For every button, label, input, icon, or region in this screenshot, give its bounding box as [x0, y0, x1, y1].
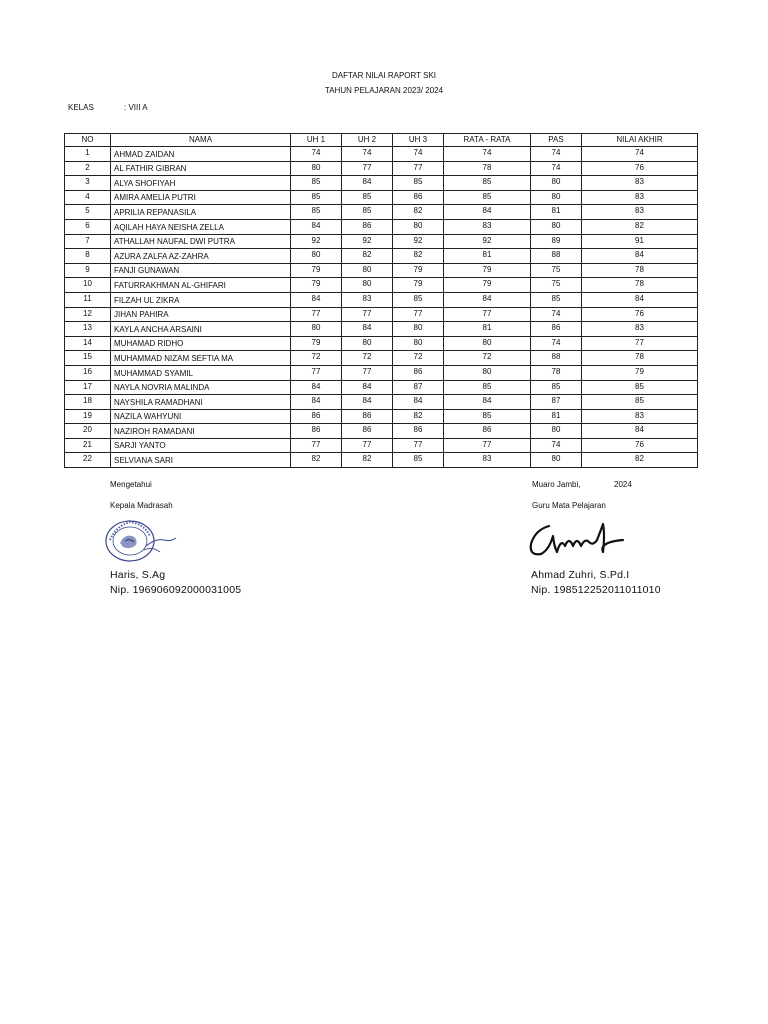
cell-rata-rata: 79 — [444, 263, 531, 278]
cell-no: 3 — [65, 176, 111, 191]
cell-no: 18 — [65, 395, 111, 410]
cell-nama: SELVIANA SARI — [111, 453, 291, 468]
cell-nilai-akhir: 83 — [582, 190, 698, 205]
cell-uh1: 79 — [291, 263, 342, 278]
cell-nama: AL FATHIR GIBRAN — [111, 161, 291, 176]
cell-nama: NAYSHILA RAMADHANI — [111, 395, 291, 410]
cell-rata-rata: 85 — [444, 409, 531, 424]
cell-uh1: 85 — [291, 190, 342, 205]
cell-nilai-akhir: 76 — [582, 438, 698, 453]
table-row — [65, 438, 698, 453]
cell-rata-rata: 84 — [444, 395, 531, 410]
table-row — [65, 234, 698, 249]
cell-no: 16 — [65, 365, 111, 380]
school-seal-icon — [90, 516, 180, 566]
cell-pas: 74 — [531, 307, 582, 322]
cell-uh2: 86 — [342, 219, 393, 234]
cell-uh3: 74 — [393, 147, 444, 162]
cell-uh1: 77 — [291, 307, 342, 322]
cell-pas: 75 — [531, 263, 582, 278]
cell-rata-rata: 79 — [444, 278, 531, 293]
cell-nama: FILZAH UL ZIKRA — [111, 292, 291, 307]
table-row — [65, 409, 698, 424]
cell-nama: JIHAN PAHIRA — [111, 307, 291, 322]
cell-rata-rata: 85 — [444, 190, 531, 205]
cell-pas: 80 — [531, 424, 582, 439]
cell-nama: NAYLA NOVRIA MALINDA — [111, 380, 291, 395]
cell-uh3: 86 — [393, 365, 444, 380]
table-row — [65, 219, 698, 234]
cell-no: 19 — [65, 409, 111, 424]
teacher-role: Guru Mata Pelajaran — [532, 501, 606, 510]
cell-nilai-akhir: 77 — [582, 336, 698, 351]
cell-uh1: 74 — [291, 147, 342, 162]
cell-no: 5 — [65, 205, 111, 220]
table-row — [65, 205, 698, 220]
cell-uh1: 80 — [291, 322, 342, 337]
cell-no: 17 — [65, 380, 111, 395]
cell-no: 15 — [65, 351, 111, 366]
cell-uh3: 82 — [393, 409, 444, 424]
cell-rata-rata: 80 — [444, 336, 531, 351]
cell-nilai-akhir: 74 — [582, 147, 698, 162]
cell-uh1: 84 — [291, 292, 342, 307]
cell-nilai-akhir: 83 — [582, 176, 698, 191]
cell-uh2: 84 — [342, 395, 393, 410]
cell-rata-rata: 77 — [444, 307, 531, 322]
cell-uh3: 85 — [393, 453, 444, 468]
cell-uh3: 80 — [393, 219, 444, 234]
cell-nilai-akhir: 84 — [582, 292, 698, 307]
cell-no: 9 — [65, 263, 111, 278]
cell-uh1: 82 — [291, 453, 342, 468]
header-no: NO — [65, 134, 111, 147]
cell-uh1: 84 — [291, 395, 342, 410]
cell-pas: 81 — [531, 205, 582, 220]
cell-nilai-akhir: 82 — [582, 453, 698, 468]
cell-uh1: 86 — [291, 424, 342, 439]
class-label: KELAS — [68, 103, 94, 112]
cell-uh3: 80 — [393, 336, 444, 351]
cell-uh3: 79 — [393, 263, 444, 278]
cell-no: 6 — [65, 219, 111, 234]
cell-uh2: 84 — [342, 176, 393, 191]
table-row — [65, 307, 698, 322]
cell-nama: NAZILA WAHYUNI — [111, 409, 291, 424]
place-label: Muaro Jambi, — [532, 480, 581, 489]
table-row — [65, 395, 698, 410]
cell-pas: 89 — [531, 234, 582, 249]
table-row — [65, 351, 698, 366]
cell-uh3: 85 — [393, 176, 444, 191]
cell-no: 21 — [65, 438, 111, 453]
table-row — [65, 147, 698, 162]
cell-uh1: 84 — [291, 380, 342, 395]
header-pas: PAS — [531, 134, 582, 147]
cell-no: 20 — [65, 424, 111, 439]
teacher-nip: Nip. 198512252011011010 — [531, 584, 661, 596]
cell-uh2: 84 — [342, 380, 393, 395]
cell-pas: 80 — [531, 219, 582, 234]
cell-uh3: 77 — [393, 438, 444, 453]
cell-pas: 80 — [531, 190, 582, 205]
table-row — [65, 322, 698, 337]
cell-nama: MUHAMMAD NIZAM SEFTIA MA — [111, 351, 291, 366]
header-uh2: UH 2 — [342, 134, 393, 147]
cell-pas: 85 — [531, 292, 582, 307]
cell-nilai-akhir: 91 — [582, 234, 698, 249]
cell-pas: 86 — [531, 322, 582, 337]
cell-nilai-akhir: 85 — [582, 380, 698, 395]
cell-pas: 74 — [531, 147, 582, 162]
cell-pas: 81 — [531, 409, 582, 424]
cell-nama: APRILIA REPANASILA — [111, 205, 291, 220]
cell-uh2: 85 — [342, 190, 393, 205]
document-subtitle: TAHUN PELAJARAN 2023/ 2024 — [324, 86, 444, 95]
class-info — [68, 103, 148, 112]
cell-nama: ALYA SHOFIYAH — [111, 176, 291, 191]
cell-uh1: 80 — [291, 249, 342, 264]
cell-pas: 88 — [531, 249, 582, 264]
document-title: DAFTAR NILAI RAPORT SKI — [331, 71, 437, 80]
cell-uh3: 79 — [393, 278, 444, 293]
cell-uh2: 82 — [342, 453, 393, 468]
cell-no: 2 — [65, 161, 111, 176]
cell-uh2: 83 — [342, 292, 393, 307]
cell-rata-rata: 78 — [444, 161, 531, 176]
cell-pas: 80 — [531, 453, 582, 468]
table-row — [65, 365, 698, 380]
acknowledge-label: Mengetahui — [110, 480, 152, 489]
cell-uh3: 86 — [393, 424, 444, 439]
cell-pas: 88 — [531, 351, 582, 366]
header-uh1: UH 1 — [291, 134, 342, 147]
table-row — [65, 292, 698, 307]
cell-uh2: 77 — [342, 438, 393, 453]
cell-nama: SARJI YANTO — [111, 438, 291, 453]
cell-no: 4 — [65, 190, 111, 205]
table-row — [65, 161, 698, 176]
cell-nilai-akhir: 84 — [582, 249, 698, 264]
cell-rata-rata: 74 — [444, 147, 531, 162]
cell-uh1: 86 — [291, 409, 342, 424]
cell-rata-rata: 83 — [444, 453, 531, 468]
cell-nilai-akhir: 78 — [582, 278, 698, 293]
cell-no: 22 — [65, 453, 111, 468]
cell-uh1: 77 — [291, 365, 342, 380]
cell-rata-rata: 72 — [444, 351, 531, 366]
cell-uh2: 86 — [342, 424, 393, 439]
cell-nilai-akhir: 78 — [582, 263, 698, 278]
cell-pas: 80 — [531, 176, 582, 191]
cell-nama: FATURRAKHMAN AL-GHIFARI — [111, 278, 291, 293]
cell-pas: 74 — [531, 161, 582, 176]
cell-uh2: 80 — [342, 263, 393, 278]
cell-rata-rata: 86 — [444, 424, 531, 439]
cell-pas: 87 — [531, 395, 582, 410]
cell-nilai-akhir: 83 — [582, 322, 698, 337]
cell-pas: 75 — [531, 278, 582, 293]
cell-no: 7 — [65, 234, 111, 249]
table-row — [65, 278, 698, 293]
cell-rata-rata: 85 — [444, 380, 531, 395]
cell-uh2: 80 — [342, 278, 393, 293]
cell-uh3: 86 — [393, 190, 444, 205]
cell-uh2: 74 — [342, 147, 393, 162]
cell-nama: MUHAMMAD SYAMIL — [111, 365, 291, 380]
cell-uh3: 85 — [393, 292, 444, 307]
cell-no: 12 — [65, 307, 111, 322]
cell-rata-rata: 77 — [444, 438, 531, 453]
cell-nilai-akhir: 76 — [582, 307, 698, 322]
cell-uh1: 72 — [291, 351, 342, 366]
cell-no: 13 — [65, 322, 111, 337]
cell-nama: AMIRA AMELIA PUTRI — [111, 190, 291, 205]
cell-uh3: 77 — [393, 161, 444, 176]
cell-nama: FANJI GUNAWAN — [111, 263, 291, 278]
header-rata-rata: RATA - RATA — [444, 134, 531, 147]
table-body — [65, 147, 698, 468]
cell-nama: ATHALLAH NAUFAL DWI PUTRA — [111, 234, 291, 249]
cell-uh1: 79 — [291, 278, 342, 293]
table-row — [65, 176, 698, 191]
year-label: 2024 — [614, 480, 632, 489]
cell-uh3: 82 — [393, 205, 444, 220]
table-row — [65, 249, 698, 264]
cell-uh2: 77 — [342, 161, 393, 176]
principal-role: Kepala Madrasah — [110, 501, 173, 510]
cell-rata-rata: 80 — [444, 365, 531, 380]
cell-no: 1 — [65, 147, 111, 162]
header-nilai-akhir: NILAI AKHIR — [582, 134, 698, 147]
cell-nama: MUHAMAD RIDHO — [111, 336, 291, 351]
header-nama: NAMA — [111, 134, 291, 147]
cell-nilai-akhir: 83 — [582, 409, 698, 424]
cell-nilai-akhir: 84 — [582, 424, 698, 439]
cell-pas: 85 — [531, 380, 582, 395]
cell-uh3: 77 — [393, 307, 444, 322]
header-uh3: UH 3 — [393, 134, 444, 147]
cell-uh3: 87 — [393, 380, 444, 395]
cell-uh3: 72 — [393, 351, 444, 366]
table-row — [65, 263, 698, 278]
class-value: : VIII A — [124, 103, 148, 112]
principal-nip: Nip. 196906092000031005 — [110, 584, 242, 596]
handwritten-signature-icon — [527, 516, 627, 561]
cell-rata-rata: 84 — [444, 205, 531, 220]
table-row — [65, 336, 698, 351]
cell-rata-rata: 83 — [444, 219, 531, 234]
cell-nilai-akhir: 76 — [582, 161, 698, 176]
cell-nama: AQILAH HAYA NEISHA ZELLA — [111, 219, 291, 234]
cell-uh1: 84 — [291, 219, 342, 234]
table-row — [65, 380, 698, 395]
cell-nama: NAZIROH RAMADANI — [111, 424, 291, 439]
table-row — [65, 190, 698, 205]
cell-no: 10 — [65, 278, 111, 293]
cell-uh2: 84 — [342, 322, 393, 337]
cell-rata-rata: 84 — [444, 292, 531, 307]
principal-name: Haris, S.Ag — [110, 569, 166, 581]
table-row — [65, 424, 698, 439]
cell-uh3: 80 — [393, 322, 444, 337]
cell-uh2: 85 — [342, 205, 393, 220]
cell-uh1: 79 — [291, 336, 342, 351]
cell-nilai-akhir: 83 — [582, 205, 698, 220]
cell-uh2: 80 — [342, 336, 393, 351]
cell-rata-rata: 81 — [444, 249, 531, 264]
cell-nilai-akhir: 85 — [582, 395, 698, 410]
cell-no: 8 — [65, 249, 111, 264]
cell-uh1: 85 — [291, 205, 342, 220]
cell-uh2: 72 — [342, 351, 393, 366]
table-header-row — [65, 134, 698, 147]
cell-pas: 78 — [531, 365, 582, 380]
cell-uh1: 92 — [291, 234, 342, 249]
cell-nilai-akhir: 78 — [582, 351, 698, 366]
cell-uh3: 84 — [393, 395, 444, 410]
teacher-name: Ahmad Zuhri, S.Pd.I — [531, 569, 630, 581]
cell-uh3: 82 — [393, 249, 444, 264]
table-row — [65, 453, 698, 468]
cell-uh3: 92 — [393, 234, 444, 249]
cell-uh2: 82 — [342, 249, 393, 264]
cell-rata-rata: 92 — [444, 234, 531, 249]
cell-no: 14 — [65, 336, 111, 351]
cell-pas: 74 — [531, 438, 582, 453]
cell-nama: KAYLA ANCHA ARSAINI — [111, 322, 291, 337]
cell-pas: 74 — [531, 336, 582, 351]
cell-uh2: 77 — [342, 307, 393, 322]
cell-rata-rata: 81 — [444, 322, 531, 337]
cell-nilai-akhir: 79 — [582, 365, 698, 380]
grades-table — [64, 133, 698, 468]
cell-uh1: 77 — [291, 438, 342, 453]
cell-uh2: 92 — [342, 234, 393, 249]
cell-uh2: 77 — [342, 365, 393, 380]
cell-nilai-akhir: 82 — [582, 219, 698, 234]
cell-uh1: 80 — [291, 161, 342, 176]
cell-no: 11 — [65, 292, 111, 307]
cell-uh2: 86 — [342, 409, 393, 424]
cell-nama: AHMAD ZAIDAN — [111, 147, 291, 162]
cell-rata-rata: 85 — [444, 176, 531, 191]
cell-nama: AZURA ZALFA AZ-ZAHRA — [111, 249, 291, 264]
cell-uh1: 85 — [291, 176, 342, 191]
